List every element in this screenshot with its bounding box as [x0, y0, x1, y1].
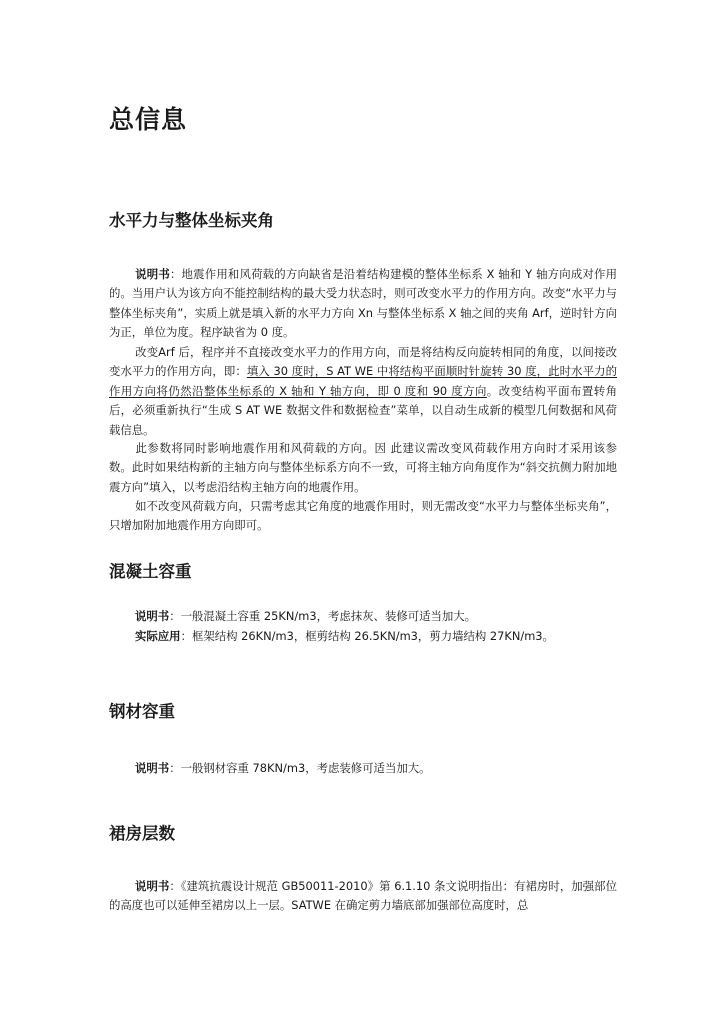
line-text: ：一般混凝土容重 25KN/m3，考虑抹灰、装修可适当加大。 [169, 609, 477, 623]
paragraph-angle-description [109, 265, 617, 343]
underlined-text: 填入 30 度时，S AT WE 中将结构平面顺时针旋转 30 度，此时水平力的作用方向将仍然沿整体坐标系的 X 轴和 Y 轴方向，即 0 度和 90 度方向 [109, 364, 617, 398]
paragraph-text: 。改变结构平面布置转角后，必须重新执行“生成 S AT WE 数据文件和数据检查”菜单，以自动生成新的模型几何数据和风荷载信息。 [109, 383, 617, 437]
label-manual: 说明书 [135, 879, 170, 893]
paragraph-no-wind-change [109, 497, 617, 536]
concrete-practice-line [135, 628, 554, 644]
paragraph-parameter-effect [109, 439, 617, 497]
page-title: 总信息 [109, 105, 188, 134]
paragraph-text: ：《建筑抗震设计规范 GB50011-2010》第 6.1.10 条文说明指出：有裙房时，加强部位的高度也可以延伸至裙房以上一层。SATWE 在确定剪力墙底部加强部位高度时，总 [109, 879, 617, 913]
section-heading-concrete-density: 混凝土容重 [109, 562, 192, 581]
section-heading-steel-density: 钢材容重 [109, 702, 175, 721]
steel-manual-line [135, 760, 431, 776]
paragraph-text: ：地震作用和风荷载的方向缺省是沿着结构建模的整体坐标系 X 轴和 Y 轴方向成对作用的。当用户认为该方向不能控制结构的最大受力状态时，则可改变水平力的作用方向。改变“水平力与整体坐标夹角”，实质上就是填入新的水平力方向 Xn 与整体坐标系 X 轴之间的夹角 Arf，逆时针方向为正，单位为度。程序缺省为 0 度。 [109, 267, 617, 340]
label-manual: 说明书 [135, 609, 170, 623]
line-text: ：框架结构 26KN/m3，框剪结构 26.5KN/m3，剪力墙结构 27KN/m3。 [180, 629, 554, 643]
paragraph-podium-description [109, 877, 617, 916]
paragraph-rotation-explanation [109, 343, 617, 440]
label-manual: 说明书 [135, 267, 170, 281]
paragraph-text: 此参数将同时影响地震作用和风荷载的方向。因 此建议需改变风荷载作用方向时才采用该参数。此时如果结构新的主轴方向与整体坐标系方向不一致，可将主轴方向角度作为“斜交抗侧力附加地震方向”填入，以考虑沿结构主轴方向的地震作用。 [109, 441, 617, 494]
paragraph-text: 改变Arf 后，程序并不直接改变水平力的作用方向，而是将结构反向旋转相同的角度，以间接改变水平力的作用方向，即： [109, 345, 617, 379]
label-practice: 实际应用 [135, 629, 181, 643]
line-text: ：一般钢材容重 78KN/m3，考虑装修可适当加大。 [169, 761, 431, 775]
paragraph-text: 如不改变风荷载方向，只需考虑其它角度的地震作用时，则无需改变“水平力与整体坐标夹角”，只增加附加地震作用方向即可。 [109, 499, 617, 533]
section-heading-podium-floors: 裙房层数 [109, 824, 175, 843]
section-heading-horizontal-force-angle: 水平力与整体坐标夹角 [109, 211, 274, 230]
label-manual: 说明书 [135, 761, 170, 775]
concrete-manual-line [135, 608, 476, 624]
